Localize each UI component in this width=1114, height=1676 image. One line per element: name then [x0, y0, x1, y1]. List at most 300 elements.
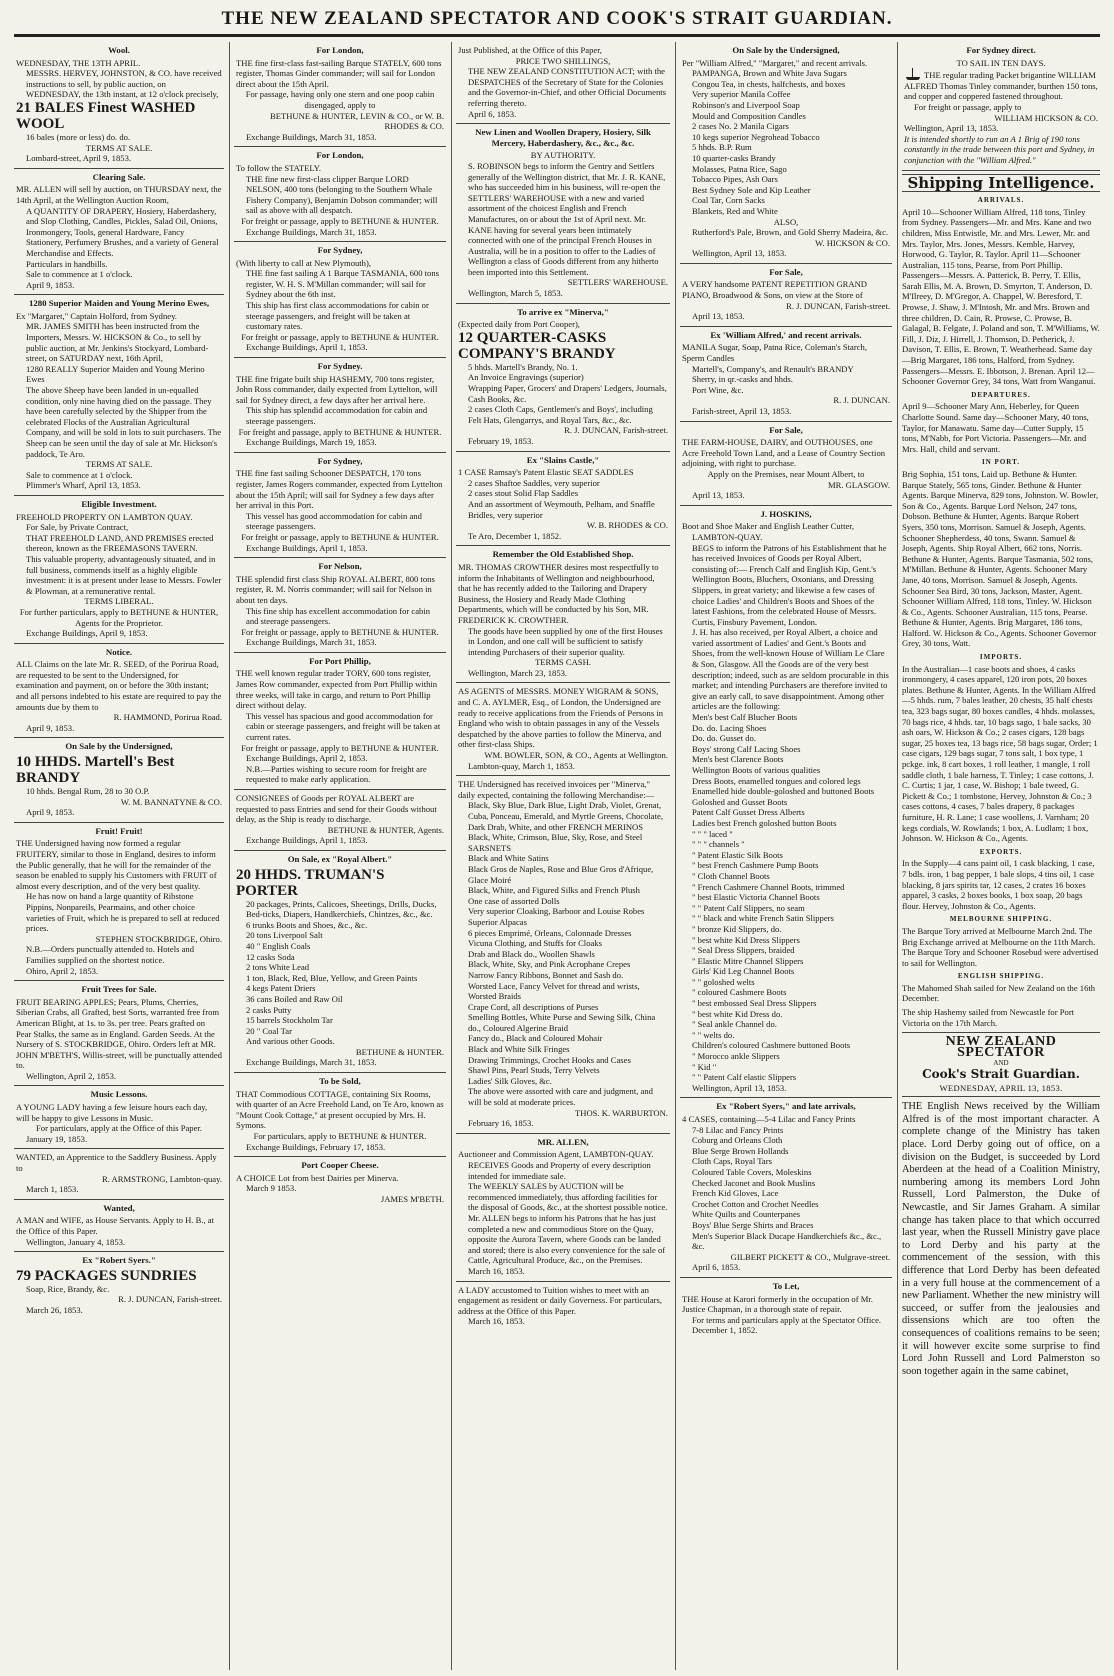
ad-line: Wellington Boots of various qualities — [692, 765, 821, 775]
ad-line: W. B. RHODES & CO. — [586, 520, 668, 531]
ad-line: Farish-street, April 13, 1853. — [692, 406, 792, 416]
ad-line: Wellington, April 2, 1853. — [26, 1070, 117, 1081]
ad-line: " " black and white French Satin Slippers — [692, 913, 834, 924]
ad-heading: J. HOSKINS, — [760, 508, 812, 519]
advertisement — [456, 1282, 670, 1331]
ad-line: 40 " English Coals — [246, 940, 311, 951]
ad-line: Te Aro, December 1, 1852. — [468, 530, 562, 541]
ad-line: 20 HHDS. TRUMAN'S PORTER — [236, 866, 385, 899]
ad-line: TERMS LIBERAL. — [84, 596, 154, 607]
ad-line: Apply on the Premises, near Mount Albert, to — [707, 468, 865, 479]
ad-line: Particulars in handbills. — [26, 258, 108, 269]
advertisement — [456, 1134, 670, 1282]
ad-line: 4 kegs Patent Driers — [246, 983, 316, 994]
ad-line: CONSIGNEES of Goods per ROYAL ALBERT are requested to pass Entries and send for their Goods without delay, as the Ship is ready to discharge. — [236, 793, 437, 825]
ad-line: Lambton-quay, March 1, 1853. — [468, 760, 575, 771]
advertisement — [14, 1252, 224, 1319]
ad-line: Exchange Buildings, April 9, 1853. — [26, 628, 148, 639]
departures-text: April 9—Schooner Mary Ann, Heberley, for Queen Charlotte Sound. Same day—Schooner Mary, 40 tons, Taylor, for Manawatu. Same day—Cutter Supply, 15 tons, M'Nabb, for Port Victoria. Passengers—Mr. and Mrs. Hall, child and servant. — [902, 401, 1089, 454]
ad-line: Shawl Pins, Pearl Studs, Terry Velvets — [468, 1065, 600, 1076]
ad-line: WEDNESDAY, THE 13TH APRIL. — [16, 57, 141, 68]
arrivals-heading: ARRIVALS. — [977, 196, 1025, 205]
ad-heading: Port Cooper Cheese. — [301, 1160, 379, 1171]
ad-line: For passage, having only one stern and one poop cabin disengaged, apply to — [245, 89, 435, 110]
ad-line: FRUIT BEARING APPLES; Pears, Plums, Cherries, Siberian Crabs, all Grafted, best Sorts, warranted free from American Blight, at 1s. to 3s. per tree. Pears grafted on Pear Stalks, the same as in England. Garden Seeds. At the Nursery of S. STOCKBRIDGE, Ohiro. Orders left at MR. JOHN M'BETH'S, Willis-street, will be punctually attended to. — [16, 996, 222, 1071]
ad-line: R. J. DUNCAN, Farish-street. — [786, 300, 890, 311]
ad-line: Ladies' Silk Gloves, &c. — [468, 1075, 552, 1086]
ad-line: Plimmer's Wharf, April 13, 1853. — [26, 480, 141, 491]
ad-heading: For Nelson, — [318, 561, 362, 572]
advertisement — [680, 1098, 892, 1278]
ship-icon — [904, 68, 922, 80]
ad-line: MR. THOMAS CROWTHER desires most respectfully to inform the Inhabitants of Wellington and neighbourhood, that he has recently added to the Tailoring and Drapery Business, the Hosiery and Ready Made Clothing Departments, which will be conducted by his Son, MR. FREDERICK K. CROWTHER. — [458, 561, 659, 625]
ad-line: PRICE TWO SHILLINGS, — [515, 55, 611, 66]
ad-line: Vicuna Clothing, and Stuffs for Cloaks — [468, 938, 602, 949]
ad-line: W. M. BANNATYNE & CO. — [120, 796, 222, 807]
column-4 — [680, 42, 892, 1670]
ad-line: " best embossed Seal Dress Slippers — [692, 998, 817, 1009]
advertisement — [234, 42, 446, 147]
in-port-heading: IN PORT. — [982, 458, 1020, 467]
advertisement — [14, 738, 224, 822]
paper-title-and: AND — [993, 1059, 1009, 1068]
ad-line: MR. ALLEN will sell by auction, on THURSDAY next, the 14th April, at the Wellington Auction Room, — [16, 184, 222, 205]
advertisement — [234, 851, 446, 1073]
ad-line: Best Sydney Sole and Kip Leather — [692, 184, 811, 195]
ad-line: MANILA Sugar, Soap, Patna Rice, Coleman's Starch, Sperm Candles — [682, 342, 867, 364]
ad-line: 20 " Coal Tar — [246, 1025, 292, 1036]
ad-line: Black, White, and Figured Silks and French Plush — [468, 885, 640, 896]
ad-line: A LADY accustomed to Tuition wishes to meet with an engagement as resident or daily Governess. For particulars, address at the Office of this Paper. — [458, 1284, 663, 1316]
ad-line: April 13, 1853. — [692, 490, 745, 501]
advertisement — [456, 683, 670, 776]
ad-line: For freight or passage, apply to BETHUNE & HUNTER. — [241, 742, 439, 753]
ad-heading: Fruit! Fruit! — [95, 825, 143, 836]
ad-heading: For Port Phillip, — [309, 655, 371, 666]
ad-line: Wellington, March 23, 1853. — [468, 667, 568, 678]
ad-line: Men's best Clarence Boots — [692, 754, 784, 765]
ad-line: Robinson's and Liverpool Soap — [692, 99, 800, 110]
ad-line: THE fine fast sailing Schooner DESPATCH, 170 tons register, James Rogers commander, expected from Lyttelton about the 15th April; will sail for Sydney a few days after her arrival in this Port. — [236, 468, 443, 511]
ad-line: (With liberty to call at New Plymouth), — [236, 257, 371, 268]
advertisement — [234, 1073, 446, 1157]
ad-line: TERMS AT SALE. — [85, 459, 153, 470]
ad-line: TERMS AT SALE. — [85, 142, 153, 153]
ad-line: Blue Serge Brown Hollands — [692, 1145, 789, 1156]
ad-line: " Morocco ankle Slippers — [692, 1051, 780, 1062]
ad-line: A MAN and WIFE, as House Servants. Apply to H. B., at the Office of this Paper. — [16, 1215, 214, 1236]
ad-line: Ladies best French goloshed button Boots — [692, 817, 837, 828]
ad-line: Men's Superior Black Ducape Handkerchiefs &c., &c., &c. — [692, 1230, 882, 1252]
advertisement — [456, 304, 670, 452]
ad-line: 36 cans Boiled and Raw Oil — [246, 993, 343, 1004]
ad-line: ALSO, — [773, 216, 799, 227]
ad-line: Black and White Silk Fringes — [468, 1044, 570, 1055]
ad-line: Just Published, at the Office of this Paper, — [458, 45, 602, 55]
ad-line: Wellington, March 5, 1853. — [468, 288, 563, 299]
ad-line: 5 hhds. Martell's Brandy, No. 1. — [468, 361, 578, 372]
ad-line: BEGS to inform the Patrons of his Establishment that he has received Invoices of Goods per Royal Albert, consisting of:— French Calf and English Kip, Gent.'s Wellington Boots, Bluchers, Oxonians, and Dressing Slippers, in great variety; and likewise a few cases of choice Ladies' and Children's Boots and Shoes of the latest Fashions, from the celebrated House of Messrs. Curtis, Finsbury Pavement, London. — [692, 542, 887, 627]
english-shipping-text: The Mahomed Shah sailed for New Zealand on the 16th December. — [902, 982, 1096, 1004]
ad-line: 15 barrels Stockholm Tar — [246, 1015, 333, 1026]
ad-line: Children's coloured Cashmere buttoned Boots — [692, 1040, 851, 1051]
ad-line: THE Undersigned having now formed a regular FRUITERY, similar to those in England, desires to inform the Public generally, that he will for the remainder of the season be enabled to supply his Customers with FRUIT of almost every description, and of the very best quality. — [16, 838, 217, 891]
ad-line — [904, 68, 1098, 102]
ad-line: Ohiro, April 2, 1853. — [26, 965, 99, 976]
ad-line: Checked Jaconet and Book Muslins — [692, 1177, 816, 1188]
ad-line: To follow the STATELY. — [236, 162, 322, 173]
ad-line: This ship has splendid accommodation for cabin and steerage passengers. — [246, 405, 428, 426]
advertisement — [14, 42, 224, 169]
ad-line: AS AGENTS of MESSRS. MONEY WIGRAM & SONS, and C. A. AYLMER, Esq., of London, the Undersigned are ready to receive applications from the Friends of Persons in England who wish to obtain passages in any of the Vessels despatched by the above parties to follow the Minerva, and other first-class Ships. — [458, 686, 663, 750]
advertisement — [234, 147, 446, 242]
ad-line: Black, Sky Blue, Dark Blue, Light Drab, Violet, Grenat, Cuba, Ponceau, Emerald, and Myrtle Greens, Chocolate, Dark Drab, White, and other FRENCH MERINOS — [468, 800, 663, 832]
ad-line: Exchange Buildings, April 1, 1853. — [246, 342, 368, 353]
ad-line: 79 PACKAGES SUNDRIES — [16, 1267, 197, 1284]
ad-line: Wellington, January 4, 1853. — [26, 1236, 126, 1247]
ad-line: THE Undersigned has received invoices per "Minerva," daily expected, containing the following Merchandise:— — [458, 779, 655, 800]
ad-line: Wrapping Paper, Grocers' and Drapers' Ledgers, Journals, Cash Books, &c. — [468, 383, 667, 404]
ad-line: Boys' Blue Serge Shirts and Braces — [692, 1219, 814, 1230]
ad-heading: Notice. — [105, 646, 133, 657]
ad-line: Congou Tea, in chests, halfchests, and boxes — [692, 78, 846, 89]
ad-line: 10 quarter-casks Brandy — [692, 152, 776, 163]
ad-line: Exchange Buildings, March 31, 1853. — [246, 1057, 377, 1068]
arrivals-text: April 10—Schooner William Alfred, 118 tons, Tinley from Sydney. Passengers—Mr. and Mrs. Kane and two children, Miss Entwistle, Mr. and Mrs. Lewer, Mr. and Mrs. Taylor, Mrs. Jones, Messrs. Kemble, Harvey, Horwood, G. Taylor, R. Taylor. April 11—Schooner Australian, 115 tons, Pearse, from Port Phillip. Passengers—Messrs. A. Patterick, B. Perry, T. Ellis, Sarah Ellis, M. A. Brown, D. Smyrton, T. Anderson, D. M'Ilreey, D. M'Gregor, A. Chappel, W. Beresford, T. Prowse, J. Shaw, J. M'Intosh, Mr. and Mrs. Brown and three children, D. Cain, R. Prowse, C. Prowse, B. Galagal, B. Felgate, J. Poland and son, T. M'Williams, W. Fill, J. Diz, J. Hirrell, J. Thomson, D. Petherick, J. Davison, T. Ellis, E. Brown, T. Weatherhead. Same day—Brig Margaret, 186 tons, Halford, from Sydney. Passengers—Messrs. E. Ibbotson, J. Brenan. April 12—Schooner Governor Grey, 34 tons, Watt from Wanganui. — [902, 206, 1100, 387]
ad-line: February 19, 1853. — [468, 436, 534, 446]
ad-line: For Sale, by Private Contract, — [26, 522, 129, 533]
ad-line: For terms and particulars apply at the Spectator Office. — [692, 1314, 882, 1325]
advertisement — [680, 506, 892, 1099]
ad-line: Blankets, Red and White — [692, 205, 778, 216]
ad-line: A YOUNG LADY having a few leisure hours each day, will be happy to give Lessons in Music. — [16, 1102, 208, 1123]
ad-line: French Kid Gloves, Lace — [692, 1188, 779, 1199]
ad-line: 2 cases Cloth Caps, Gentlemen's and Boys', including Felt Hats, Glengarrys, and Royal Tars, &c., &c. — [468, 404, 653, 425]
ad-line: " Seal Dress Slippers, braided — [692, 945, 795, 956]
ad-line: Do. do. Lacing Shoes — [692, 722, 767, 733]
ad-line: For freight or passage, apply to — [914, 101, 1022, 112]
advertisement — [234, 453, 446, 558]
ad-line: 2 cases stout Solid Flap Saddles — [468, 488, 579, 499]
ad-line: Exchange Buildings, February 17, 1853. — [246, 1141, 386, 1152]
ad-line: WANTED, an Apprentice to the Saddlery Business. Apply to — [16, 1152, 217, 1174]
ad-line: This fine ship has excellent accommodation for cabin and steerage passengers. — [246, 605, 430, 627]
column-5 — [902, 42, 1100, 1670]
ad-line: THE NEW ZEALAND CONSTITUTION ACT; with the DESPATCHES of the Secretary of State for the Colonies and the Governor-in-Chief, and other Official Documents referring thereto. — [468, 66, 666, 108]
ad-heading: On Sale by the Undersigned, — [732, 45, 840, 55]
ad-line: For freight or passage, apply to BETHUNE & HUNTER. — [241, 531, 439, 542]
ad-line: Narrow Fancy Ribbons, Bonnet and Sash do. — [468, 969, 624, 980]
ad-line: Smelling Bottles, White Purse and Sewing Silk, China do., Coloured Algerine Braid — [468, 1012, 656, 1033]
ad-line: RECEIVES Goods and Property of every description intended for immediate sale. — [468, 1160, 651, 1181]
advertisement — [14, 169, 224, 296]
advertisement — [14, 823, 224, 981]
ad-line: 10 hhds. Bengal Rum, 28 to 30 O.P. — [26, 786, 150, 797]
column-2 — [234, 42, 446, 1670]
ad-line: R. J. DUNCAN, Farish-street. — [118, 1294, 222, 1305]
ad-line: MR. JAMES SMITH has been instructed from the Importers, Messrs. W. HICKSON & Co., to sell by public auction, at Mr. Jenkins's Stockyard, Lombard-street, on SATURDAY next, 16th April, — [26, 321, 209, 364]
ad-heading: 1280 Superior Maiden and Young Merino Ewes, — [28, 298, 210, 309]
ad-line: December 1, 1852. — [692, 1325, 758, 1336]
ad-line: TO SAIL IN TEN DAYS. — [956, 57, 1046, 68]
ad-heading: Music Lessons. — [90, 1089, 148, 1100]
ad-line: Black and White Satins — [468, 853, 549, 864]
column-3 — [456, 42, 670, 1670]
ad-line-text: THE regular trading Packet brigantine WILLIAM ALFRED Thomas Tinley commander, burthen 150 tons, and copper and coppered fastened throughout. — [904, 70, 1098, 102]
ad-line: Do. do. Gusset do. — [692, 733, 756, 744]
advertisement — [456, 42, 670, 124]
ad-line: Martell's, Company's, and Renault's BRANDY — [692, 363, 854, 374]
advertisement — [456, 776, 670, 1134]
ad-line: For freight or passage, apply to BETHUNE & HUNTER. — [241, 626, 439, 637]
ad-line: Patent Calf Gusset Dress Alberts — [692, 807, 805, 818]
ad-line: Per "William Alfred," "Margaret," and recent arrivals. — [682, 57, 868, 68]
advertisement — [456, 452, 670, 547]
ad-line: 6 trunks Boots and Shoes, &c., &c. — [246, 919, 368, 930]
advertisement — [234, 558, 446, 653]
ad-line: The WEEKLY SALES by AUCTION will be recommenced immediately, thus affording facilities for the disposal of Goods, &c., at the shortest possible notice. — [468, 1181, 668, 1213]
ad-line: (Expected daily from Port Cooper), — [458, 319, 580, 330]
ad-heading: For Sydney, — [317, 455, 363, 466]
ad-line: Very superior Cloaking, Barboor and Louise Robes — [468, 906, 645, 917]
ad-line: April 6, 1853. — [692, 1262, 741, 1273]
ad-line: Drab and Black do., Woollen Shawls — [468, 948, 595, 959]
advertisement — [680, 264, 892, 327]
ad-line: " Elastic Mitre Channel Slippers — [692, 955, 804, 966]
ad-heading: Ex 'William Alfred,' and recent arrivals. — [710, 329, 862, 340]
ad-line: Exchange Buildings, March 31, 1853. — [246, 226, 377, 237]
ad-line: BETHUNE & HUNTER, Agents. — [327, 824, 444, 835]
ad-line: It is intended shortly to run an A 1 Brig of 190 tons constantly in the trade between this port and Sydney, in conjunction with the "William Alfred." — [904, 133, 1095, 165]
ad-line: THE House at Karori formerly in the occupation of Mr. Justice Chapman, in a thorough state of repair. — [682, 1293, 873, 1315]
advertisement — [680, 42, 892, 264]
ad-line: Exchange Buildings, April 1, 1853. — [246, 835, 368, 846]
ad-line: THAT FREEHOLD LAND, AND PREMISES erected thereon, known as the FREEMASONS TAVERN. — [26, 532, 214, 554]
advertisement — [680, 422, 892, 506]
ad-line: THE splendid first class Ship ROYAL ALBERT, 800 tons register, R. M. Norris commander; will sail for Nelson in about ten days. — [236, 573, 435, 605]
ad-line: Drawing Trimmings, Crochet Hooks and Cases — [468, 1054, 631, 1065]
advertisement — [680, 327, 892, 422]
advertisement — [234, 653, 446, 790]
melbourne-shipping-heading: MELBOURNE SHIPPING. — [949, 915, 1053, 924]
ad-line: This ship has first class accommodations for cabin or steerage passengers, and freight will be taken at customary rates. — [246, 300, 429, 332]
shipping-intelligence-title: Shipping Intelligence. — [902, 174, 1100, 193]
ad-line: 10 HHDS. Martell's Best BRANDY — [16, 754, 175, 787]
ad-line: GILBERT PICKETT & CO., Mulgrave-street. — [730, 1251, 890, 1262]
ad-line: N.B.—Orders punctually attended to. Hotels and Families supplied on the shortest notice. — [26, 944, 195, 965]
paper-subtitle: Cook's Strait Guardian. — [922, 1067, 1080, 1082]
english-shipping-heading: ENGLISH SHIPPING. — [957, 972, 1045, 981]
ad-heading: Ex "Slains Castle," — [526, 454, 600, 465]
ad-line: THE well known regular trader TORY, 600 tons register, James Row commander, expected from Port Phillip within three weeks, will take in cargo, and return to Port Phillip direct without delay. — [236, 668, 438, 711]
ad-line: 5 hhds. B.P. Rum — [692, 142, 752, 153]
advertisement — [14, 1200, 224, 1252]
ad-line: Wellington, April 13, 1853. — [692, 1082, 787, 1093]
column-divider — [451, 42, 452, 1670]
ad-line: " " " channels " — [692, 839, 745, 850]
ad-heading: Wool. — [108, 45, 130, 55]
ad-line: BY AUTHORITY. — [530, 150, 596, 161]
ad-line: April 9, 1853. — [26, 722, 75, 733]
ad-line: For further particulars, apply to BETHUNE & HUNTER, Agents for the Proprietor. — [19, 606, 219, 628]
column-divider — [229, 42, 230, 1670]
ad-line: " best Elastic Victoria Channel Boots — [692, 892, 820, 903]
ad-line: Tobacco Pipes, Ash Oars — [692, 174, 778, 185]
ad-line: April 6, 1853. — [468, 108, 517, 119]
ad-line: Port Wine, &c. — [692, 384, 744, 395]
ad-line: " coloured Cashmere Boots — [692, 987, 787, 998]
ad-heading: Ex "Robert Syers." — [82, 1255, 156, 1266]
ad-line: Exchange Buildings, April 2, 1853. — [246, 753, 368, 764]
ad-heading: For Sydney. — [317, 361, 363, 372]
editorial-text: THE English News received by the William Alfred is of the most important character. A complete change of the Ministry has taken place. Lord Derby going out of office, on a division on the Budget, is succeeded by Lord Aberdeen at the head of a Coalition Ministry, numbering among its members Lord John Russell, Lord Palmerston, the Duke of Newcastle, and Sir James Graham. A similar change has taken place to that which occurred last year, when the Russell Ministry gave place to Lord Derby and his party at the commencement of the session, with this difference that Lord Derby has been defeated in a very full house at the commencement of a new Parliament. Whether the new ministry will succeed, or suffer from the jealousies and dissensions which are too often the consequences of coalitions remains to be seen; it will however excite some surprise to find Lord John Russell and Lord Palmerston so soon together again in the same cabinet, — [902, 1101, 1100, 1377]
advertisement — [234, 358, 446, 453]
ad-line: STEPHEN STOCKBRIDGE, Ohiro. — [95, 933, 222, 944]
ad-line: 2 casks Putty — [246, 1004, 292, 1015]
ad-line: SETTLERS' WAREHOUSE. — [567, 277, 668, 288]
melbourne-shipping-text: The Barque Tory arrived at Melbourne March 2nd. The Brig Exchange arrived at Melbourne on the 11th March. The Barque Tory and Schooner Rosebud were advertised to sail for Wellington. — [902, 925, 1099, 968]
ad-line: THOS. K. WARBURTON. — [575, 1107, 668, 1118]
ad-line: 10 kegs superior Negrohead Tobacco — [692, 131, 820, 142]
ad-line: For freight or passage, apply to BETHUNE & HUNTER. — [241, 331, 439, 342]
ad-line: 7-8 Lilac and Fancy Prints — [692, 1124, 784, 1135]
advertisement — [456, 124, 670, 304]
advertisement — [14, 295, 224, 496]
column-1 — [14, 42, 224, 1670]
imports-heading: IMPORTS. — [979, 653, 1023, 662]
ad-line: WM. BOWLER, SON, & CO., Agents at Wellington. — [484, 750, 668, 761]
ad-line: Wellington, April 13, 1853. — [692, 248, 787, 259]
ad-line: N.B.—Parties wishing to secure room for freight are requested to make early application. — [246, 763, 427, 785]
ad-line: A QUANTITY OF DRAPERY, Hosiery, Haberdashery, and Slop Clothing, Candles, Pickles, Salad Oil, Onions, Ironmongery, Tools, general Hardware, Fancy Stationery, Perfumery Brushes, and a variety of General Merchandise and Effects. — [26, 205, 219, 258]
ad-line: ALL Claims on the late Mr. R. SEED, of the Porirua Road, are requested to be sent to the Undersigned, for examination and payment, on or before the 30th instant; and all persons indebted to his estate are required to pay the amounts due by them to — [16, 659, 222, 712]
ad-line: W. HICKSON & CO. — [815, 237, 890, 248]
ad-line: 12 QUARTER-CASKS COMPANY'S BRANDY — [458, 329, 616, 362]
ad-line: " best white Kid Dress Slippers — [692, 934, 800, 945]
exports-heading: EXPORTS. — [979, 847, 1023, 856]
ad-line: PAMPANGA, Brown and White Java Sugars — [692, 68, 847, 79]
ad-line: Mr. ALLEN begs to inform his Patrons that he has just completed a new and commodious Store on the Quay, opposite the Aurora Tavern, where Goods can be landed and stored; there is also every convenience for the sale of Cattle, Agricultural Produce, &c., on the Premises. — [468, 1212, 666, 1266]
ad-line: One case of assorted Dolls — [468, 895, 560, 906]
ad-line: This valuable property, advantageously situated, and in full business, commends itself as a highly eligible investment: it is at present under lease to Messrs. Fowler & Plowman, at a remunerative rental. — [26, 553, 222, 596]
ad-line: Crochet Cotton and Crochet Needles — [692, 1198, 819, 1209]
ad-line: " " goloshed welts — [692, 976, 755, 987]
ad-line: 20 tons Liverpool Salt — [246, 930, 323, 941]
ad-line: Molasses, Patna Rice, Sago — [692, 163, 787, 174]
ad-line: " Patent Elastic Silk Boots — [692, 849, 783, 860]
ad-line: Sherry, in qr.-casks and hhds. — [692, 374, 793, 385]
ad-line: THE fine new first-class clipper Barque LORD NELSON, 400 tons (belonging to the Southern Whale Fishery Company), Benjamin Dobson commander; will sail as above with all despatch. — [246, 173, 438, 216]
ad-line: 20 packages, Prints, Calicoes, Sheetings, Drills, Ducks, Bed-ticks, Diapers, Handkerchiefs, Chintzes, &c., &c. — [246, 898, 437, 920]
ad-line: MESSRS. HERVEY, JOHNSTON, & CO. have received instructions to sell, by public auction, on WEDNESDAY, the 13th instant, at 12 o'clock precisely, — [26, 68, 222, 100]
ad-line: " " " laced " — [692, 828, 733, 839]
advertisement — [234, 1157, 446, 1208]
ad-line: March 1, 1853. — [26, 1184, 79, 1195]
ad-line: He has now on hand a large quantity of Ribstone Pippins, Nonpareils, Pearmains, and other choice varieties of Fruit, which he is prepared to sell at reduced prices. — [26, 891, 220, 934]
ad-line: Coal Tar, Corn Sacks — [692, 195, 765, 206]
ad-line: 6 pieces Emprimé, Orleans, Colonnade Dresses — [468, 927, 632, 938]
ad-line: BETHUNE & HUNTER, LEVIN & CO., or W. B. RHODES & CO. — [269, 110, 444, 132]
ad-line: The goods have been supplied by one of the first Houses in London, and one call will be sufficient to satisfy intending Purchasers of their superior quality. — [468, 625, 663, 657]
english-shipping-text: The ship Hashemy sailed from Newcastle for Port Victoria on the 17th March. — [902, 1007, 1100, 1033]
ad-line: March 16, 1853. — [468, 1265, 525, 1276]
ad-line: The above were assorted with care and judgment, and will be sold at moderate prices. — [468, 1086, 653, 1108]
ad-line: And various other Goods. — [246, 1036, 335, 1047]
ad-line: Enamelled hide double-goloshed and buttoned Boots — [692, 786, 875, 797]
ad-heading: For Sale, — [769, 266, 803, 277]
ad-line: March 26, 1853. — [26, 1304, 83, 1315]
ad-line: R. ARMSTRONG, Lambton-quay. — [102, 1173, 222, 1184]
ad-heading: For Sydney, — [317, 245, 363, 256]
advertisement — [14, 496, 224, 644]
ad-line: 16 bales (more or less) do. do. — [26, 131, 131, 142]
ad-line: THAT Commodious COTTAGE, containing Six Rooms, with quarter of an Acre Freehold Land, on Te Aro, known as "Mount Cook Cottage," at present occupied by Mrs. H. Symons. — [236, 1088, 444, 1131]
ad-line: An Invoice Engravings (superior) — [468, 372, 584, 383]
ad-line: THE FARM-HOUSE, DAIRY, and OUTHOUSES, one Acre Freehold Town Land, and a Lease of Country Section adjoining, with right to purchase. — [682, 437, 886, 469]
ad-heading: Clearing Sale. — [92, 171, 146, 182]
ad-line: S. ROBINSON begs to inform the Gentry and Settlers generally of the Wellington district, that Mr. J. R. KANE, who has succeeded him in his business, will re-open the SETTLERS' WAREHOUSE with a new and varied assortment of the choicest English and French Manufactures, on or about the 1st of April next. Mr. KANE having for several years been intimately connected with one of the principal French Houses in Australia, will be in a position to offer to the Ladies of Wellington a class of Goods different from any hitherto been imported into this Settlement. — [468, 160, 666, 277]
ad-line: April 13, 1853. — [692, 311, 745, 322]
ad-line: R. HAMMOND, Porirua Road. — [113, 712, 222, 723]
ad-heading: Remember the Old Established Shop. — [492, 549, 634, 560]
ad-line: For freight or passage, apply to BETHUNE & HUNTER. — [241, 215, 439, 226]
ad-heading: MR. ALLEN, — [537, 1136, 589, 1147]
ad-line: Very superior Manila Coffee — [692, 89, 791, 100]
ad-line: Superior Alpacas — [468, 916, 527, 927]
advertisement — [234, 242, 446, 358]
ad-heading: For Sale, — [769, 424, 803, 435]
ad-line: MR. GLASGOW. — [828, 479, 890, 490]
ad-heading: Ex "Robert Syers," and late arrivals, — [716, 1101, 856, 1112]
ad-line: Sale to commence at 1 o'clock. — [26, 269, 133, 280]
ad-line: 4 CASES, containing—5-4 Lilac and Fancy Prints — [682, 1114, 856, 1124]
ad-line: THE fine fast sailing A 1 Barque TASMANIA, 600 tons register, W. H. S. M'Millan commander; will sail for Sydney about the 6th inst. — [246, 268, 439, 300]
ad-line: THE fine frigate built ship HASHEMY, 700 tons register, John Ross commander, daily expected from Lyttelton, will sail for Sydney direct, a few days after her arrival here. — [236, 373, 438, 405]
ad-line: For particulars, apply to BETHUNE & HUNTER. — [253, 1131, 427, 1142]
ad-line: " best white Kid Dress do. — [692, 1008, 783, 1019]
advertisement — [14, 1149, 224, 1199]
ad-line: Crape Cord, all descriptions of Purses — [468, 1001, 599, 1012]
ad-line: Soap, Rice, Brandy, &c. — [26, 1283, 110, 1294]
ad-line: Dress Boots, enamelled tongues and colored legs — [692, 775, 861, 786]
ad-line: THE fine first-class fast-sailing Barque STATELY, 600 tons register, Thomas Ginder commander; will sail for London direct about the 15th April. — [236, 57, 442, 89]
masthead-rule — [14, 34, 1100, 37]
ad-line: BETHUNE & HUNTER. — [355, 1046, 444, 1057]
newspaper-masthead: THE NEW ZEALAND SPECTATOR AND COOK'S STRAIT GUARDIAN. — [221, 8, 893, 29]
ad-line: The above Sheep have been landed in un-equalled condition, only nine having died on the passage. They have been carefully selected by the Shipper from the celebrated Flocks of the Australian Agricultural Company, and will be sold in lots to suit purchasers. The Sheep can be seen until the day of sale at Mr. Hickson's paddock, Te Aro. — [26, 385, 222, 459]
ad-line: Ex "Margaret," Captain Holford, from Sydney. — [16, 310, 177, 321]
imports-text: In the Australian—1 case boots and shoes, 4 casks ironmongery, 4 cases apparel, 120 iron pots, 20 boxes plates. Bethune & Hunter, Agents. In the William Alfred—5 hhds. rum, 7 bales leather, 20 chests, 35 half chests tea, 323 bags sugar, 80 boxes candles, 4 hhds. molasses, 70 bags rice, 4 hhds. tar, 10 bags sago, 1 bale sacks, 30 ash oars, W. Hickson & Co.; 2 cases cigars, 128 bags sugar, 25 boxes tea, 13 bags rice, 58 bags sugar, Order; 1 case cigars, 129 bags sugar, 7 tons salt, 1 box type, 1 pckge. ink, 8 cart boxes, 1 roll leather, 1 mangle, 1 roll saddle cloth, 1 bale harness, T. Tinley; 1 case cottons, J. C. Curtis; 1 jar, 1 case, W. Bishop; 1 bale tweed, G. Pickett & Co.; 1 tombstone, Hervey, Johnston & Co.; 3 cases cottons, 4 cases, 7 bales drapery, 8 packages furniture, H. R. Lane; 1 case woollens, J. Varnham; 20 kegs cordials, W. Rowlands; 1 box, A. Ludlam; 1 box, Johnson. W. Hickson & Co., Agents. — [902, 663, 1098, 844]
ad-line: March 9 1853. — [246, 1183, 297, 1194]
ad-line: TERMS CASH. — [535, 657, 591, 668]
ad-line: Exchange Buildings, April 1, 1853. — [246, 542, 368, 553]
ad-heading: To be Sold, — [319, 1076, 361, 1087]
ad-line: A VERY handsome PATENT REPETITION GRAND PIANO, Broadwood & Sons, on view at the Store of — [682, 279, 868, 301]
ad-line: Coburg and Orleans Cloth — [692, 1135, 783, 1146]
ad-line: Cloth Caps, Royal Tars — [692, 1156, 772, 1167]
ad-line: Coloured Table Covers, Moleskins — [692, 1166, 812, 1177]
ad-heading: On Sale, ex "Royal Albert." — [287, 853, 393, 864]
ad-line: " " Patent Calf Slippers, no seam — [692, 902, 805, 913]
ad-heading: For London, — [316, 45, 364, 55]
exports-text: In the Supply—4 cans paint oil, 1 cask blacking, 1 case, 7 bdls. iron, 1 bag pepper, 1 bale slops, 4 tins oil, 1 case blacking, 8 jars spirits tar, 12 cases, 2 crates 16 boxes apparel, 3 casks, 2 boxes books, 1 box soap, 20 bags flour. Hervey, Johnston & Co., Agents. — [902, 858, 1095, 911]
ad-line: " Kid " — [692, 1061, 717, 1072]
ad-heading: New Linen and Woollen Drapery, Hosiery, Silk Mercery, Haberdashery, &c., &c., &c. — [475, 127, 651, 148]
ad-line: R. J. DUNCAN. — [833, 395, 890, 406]
ad-heading: On Sale by the Undersigned, — [65, 741, 173, 752]
ad-line: Black, White, Crimson, Blue, Sky, Rose, and Steel SARSNETS — [468, 832, 643, 853]
ad-line: R. J. DUNCAN, Farish-street. — [564, 425, 668, 436]
